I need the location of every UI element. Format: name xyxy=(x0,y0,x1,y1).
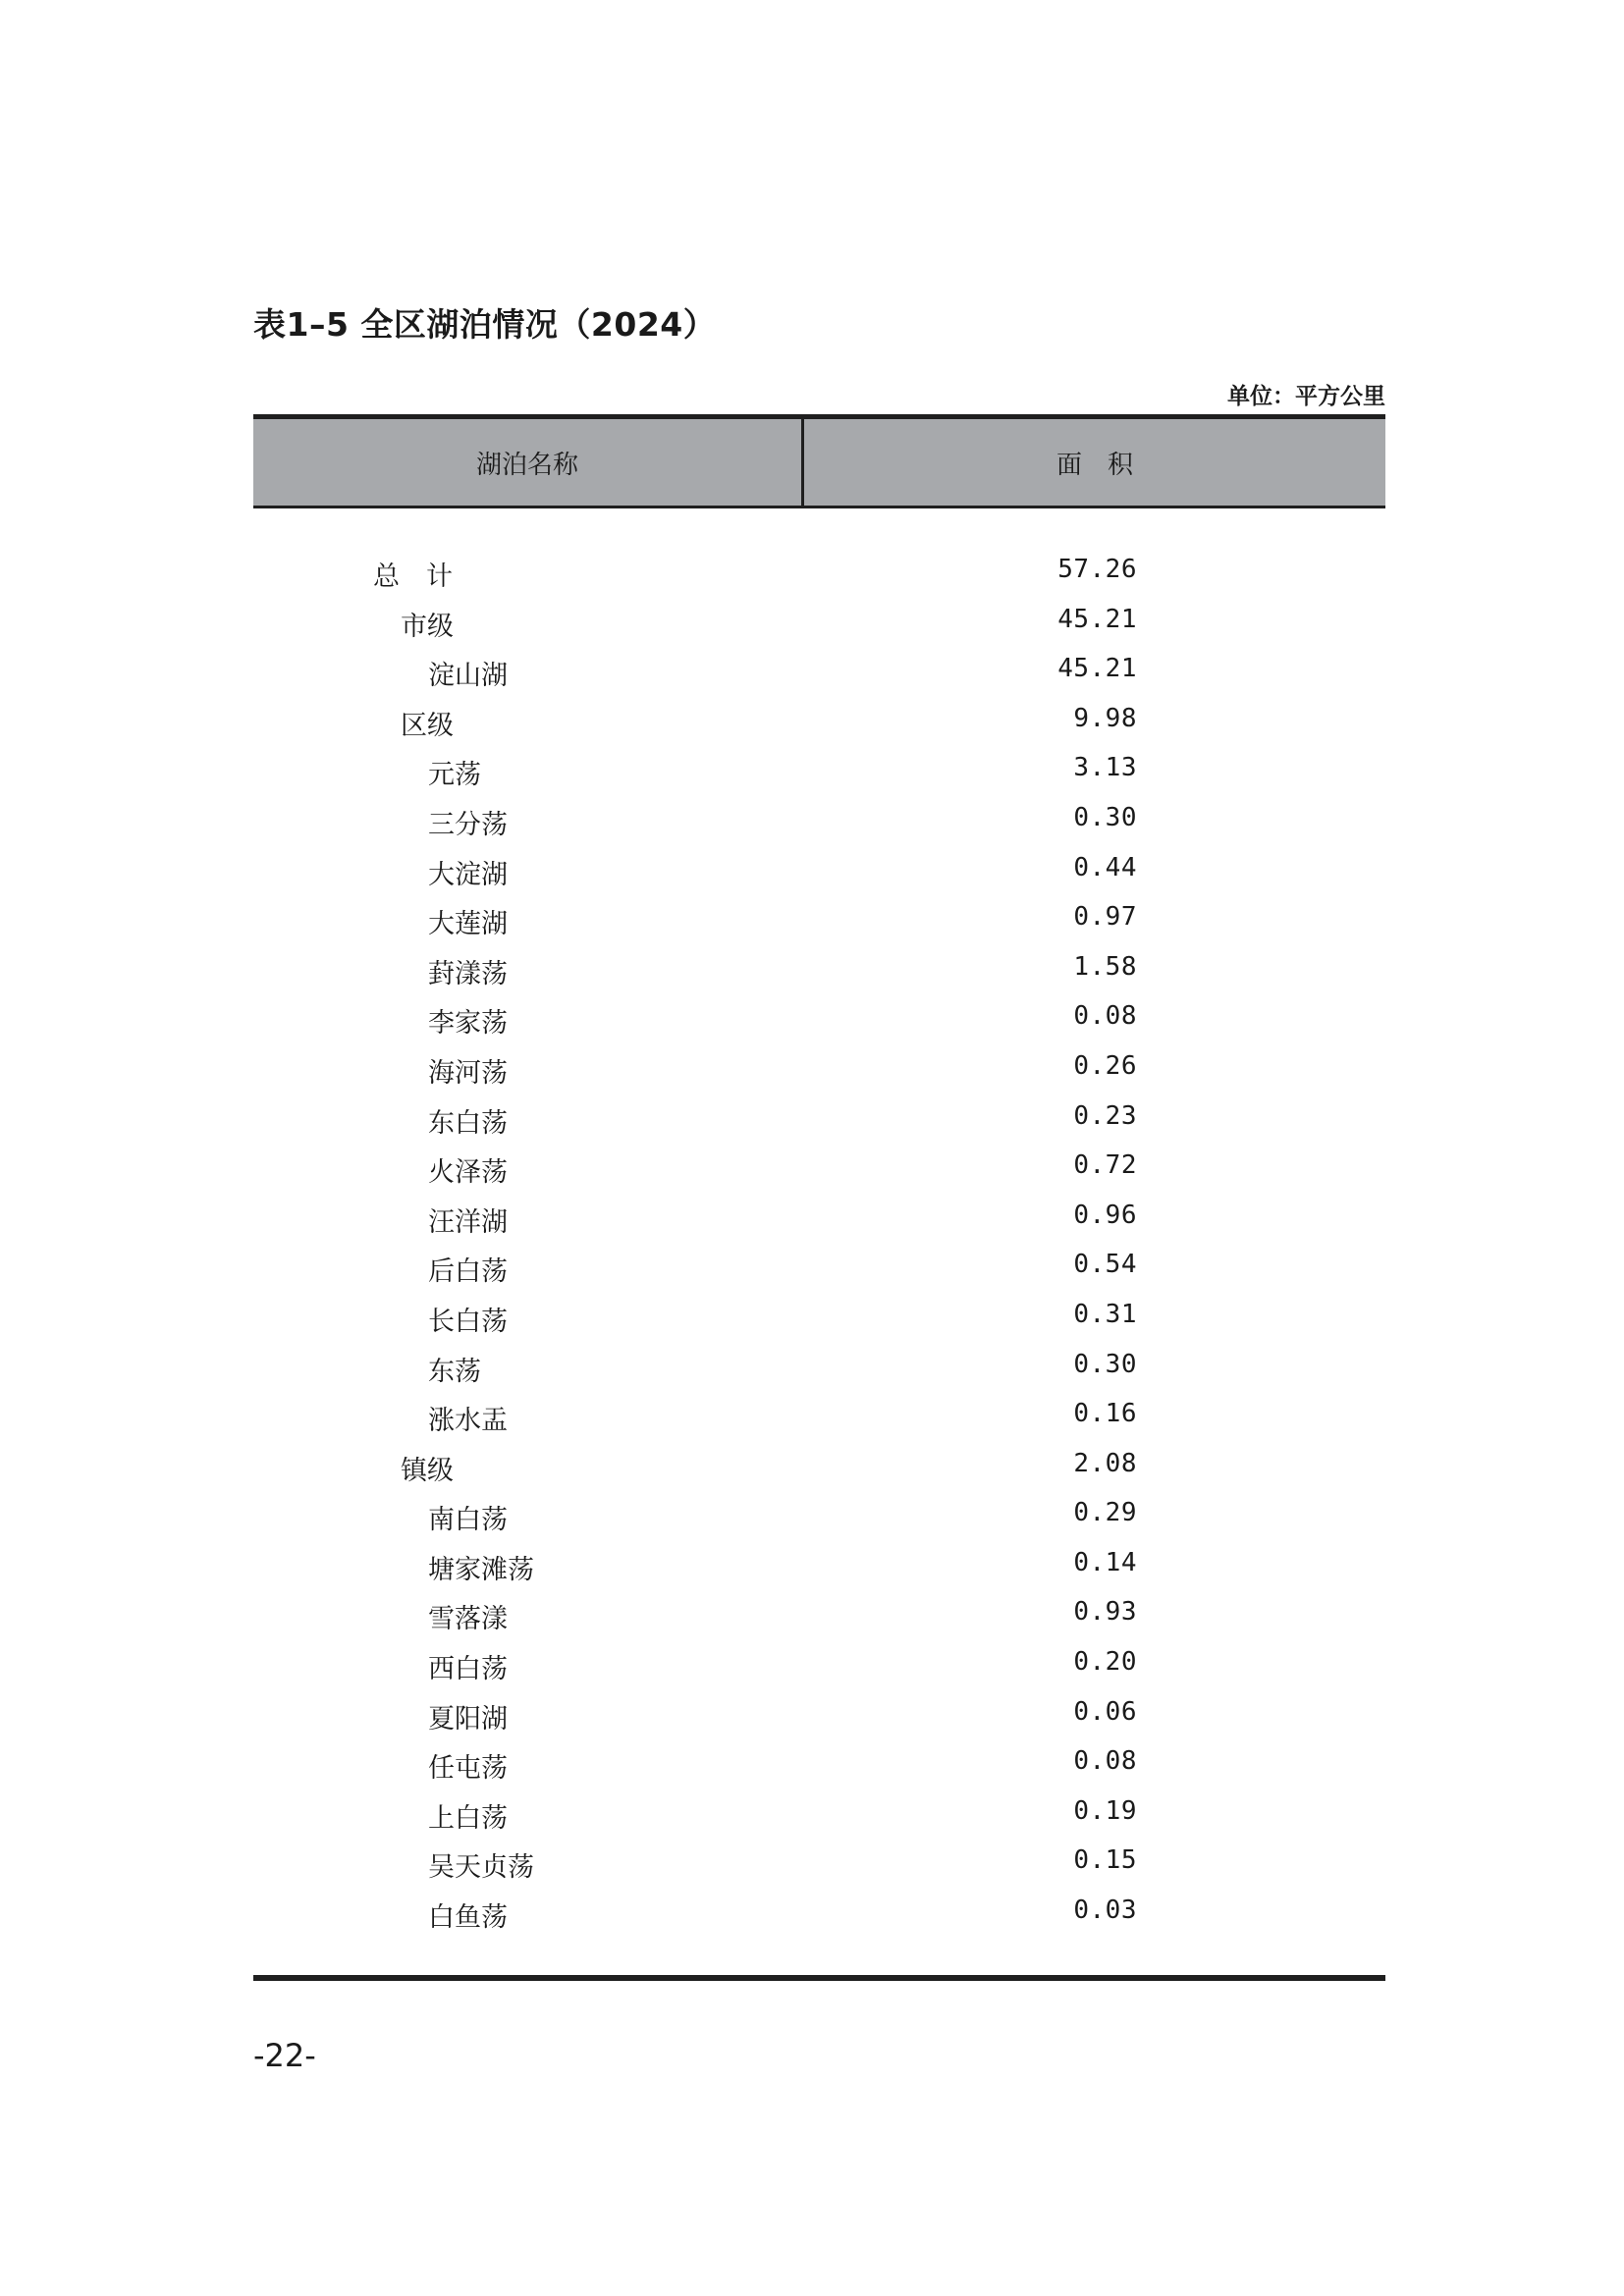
lake-name-cell: 海河荡 xyxy=(428,1057,508,1089)
table-row xyxy=(253,696,1385,746)
table-row xyxy=(253,1342,1385,1392)
area-value-cell: 0.93 xyxy=(1073,1597,1137,1628)
lake-name-cell: 雪落漾 xyxy=(428,1604,508,1635)
table-row xyxy=(253,1589,1385,1639)
table-bottom-rule xyxy=(253,1975,1385,1981)
area-value-cell: 0.20 xyxy=(1073,1647,1137,1678)
area-value-cell: 0.08 xyxy=(1073,1746,1137,1777)
table-row xyxy=(253,894,1385,944)
area-value-cell: 0.30 xyxy=(1073,1349,1137,1379)
lake-name-cell: 李家荡 xyxy=(428,1008,508,1040)
area-value-cell: 0.72 xyxy=(1073,1150,1137,1181)
table-row xyxy=(253,1689,1385,1739)
table-row xyxy=(253,845,1385,895)
lake-name-cell: 大莲湖 xyxy=(428,909,508,940)
table-row xyxy=(253,597,1385,647)
table-title: 表1–5 全区湖泊情况（2024） xyxy=(253,305,717,344)
table-row xyxy=(253,1789,1385,1839)
table-row xyxy=(253,1490,1385,1540)
table-header xyxy=(253,414,1385,508)
table-row xyxy=(253,745,1385,795)
table-row xyxy=(253,1441,1385,1491)
lake-name-cell: 任屯荡 xyxy=(428,1753,508,1785)
lake-name-cell: 元荡 xyxy=(428,760,481,791)
lake-name-cell: 三分荡 xyxy=(428,809,508,840)
lake-name-cell: 上白荡 xyxy=(428,1802,508,1834)
area-value-cell: 0.26 xyxy=(1073,1050,1137,1081)
lake-name-cell: 长白荡 xyxy=(428,1306,508,1337)
area-value-cell: 0.30 xyxy=(1073,802,1137,832)
area-value-cell: 45.21 xyxy=(1057,604,1137,634)
table-row xyxy=(253,1242,1385,1292)
lake-name-cell: 东荡 xyxy=(428,1356,481,1387)
table-row xyxy=(253,646,1385,696)
lake-name-cell: 葑漾荡 xyxy=(428,958,508,989)
lake-name-cell: 总 计 xyxy=(373,561,453,592)
area-value-cell: 0.16 xyxy=(1073,1399,1137,1429)
area-value-cell: 45.21 xyxy=(1057,654,1137,684)
area-value-cell: 57.26 xyxy=(1057,555,1137,584)
lake-name-cell: 东白荡 xyxy=(428,1107,508,1139)
table-row xyxy=(253,1391,1385,1441)
area-value-cell: 0.31 xyxy=(1073,1299,1137,1329)
header-area: 面 积 xyxy=(1056,450,1133,480)
area-value-cell: 0.06 xyxy=(1073,1696,1137,1727)
table-row xyxy=(253,1639,1385,1689)
table-row xyxy=(253,1043,1385,1094)
lake-name-cell: 镇级 xyxy=(401,1455,454,1486)
area-value-cell: 0.19 xyxy=(1073,1795,1137,1826)
lake-name-cell: 西白荡 xyxy=(428,1654,508,1685)
area-value-cell: 0.23 xyxy=(1073,1100,1137,1131)
area-value-cell: 2.08 xyxy=(1073,1448,1137,1478)
page-number: -22- xyxy=(253,2037,316,2074)
lake-name-cell: 白鱼荡 xyxy=(428,1902,508,1934)
area-value-cell: 1.58 xyxy=(1073,951,1137,982)
lake-name-cell: 南白荡 xyxy=(428,1505,508,1536)
lake-name-cell: 市级 xyxy=(401,611,454,642)
table-row xyxy=(253,1292,1385,1342)
table-row xyxy=(253,547,1385,597)
lake-name-cell: 夏阳湖 xyxy=(428,1703,508,1735)
lake-name-cell: 火泽荡 xyxy=(428,1157,508,1189)
lake-name-cell: 区级 xyxy=(401,710,454,741)
lake-name-cell: 塘家滩荡 xyxy=(428,1554,534,1585)
lake-name-cell: 汪洋湖 xyxy=(428,1206,508,1238)
area-value-cell: 0.54 xyxy=(1073,1250,1137,1280)
lake-name-cell: 淀山湖 xyxy=(428,661,508,692)
table-row xyxy=(253,1738,1385,1789)
table-row xyxy=(253,1143,1385,1193)
area-value-cell: 0.97 xyxy=(1073,902,1137,933)
area-value-cell: 3.13 xyxy=(1073,753,1137,783)
table-row xyxy=(253,1888,1385,1938)
lake-name-cell: 大淀湖 xyxy=(428,859,508,890)
table-row xyxy=(253,1094,1385,1144)
area-value-cell: 9.98 xyxy=(1073,703,1137,733)
table-body xyxy=(253,547,1385,1938)
table-row xyxy=(253,993,1385,1043)
lake-name-cell: 涨水盂 xyxy=(428,1406,508,1437)
area-value-cell: 0.08 xyxy=(1073,1001,1137,1032)
table-row xyxy=(253,795,1385,845)
area-value-cell: 0.14 xyxy=(1073,1547,1137,1577)
table-row xyxy=(253,944,1385,994)
lake-name-cell: 吴天贞荡 xyxy=(428,1852,534,1884)
area-value-cell: 0.44 xyxy=(1073,852,1137,882)
table-row xyxy=(253,1838,1385,1888)
area-value-cell: 0.96 xyxy=(1073,1200,1137,1230)
table-row xyxy=(253,1540,1385,1590)
unit-label: 单位：平方公里 xyxy=(1227,383,1385,409)
area-value-cell: 0.03 xyxy=(1073,1896,1137,1926)
table-row xyxy=(253,1193,1385,1243)
area-value-cell: 0.29 xyxy=(1073,1498,1137,1528)
area-value-cell: 0.15 xyxy=(1073,1845,1137,1876)
lake-name-cell: 后白荡 xyxy=(428,1256,508,1288)
header-lake-name: 湖泊名称 xyxy=(475,450,578,480)
